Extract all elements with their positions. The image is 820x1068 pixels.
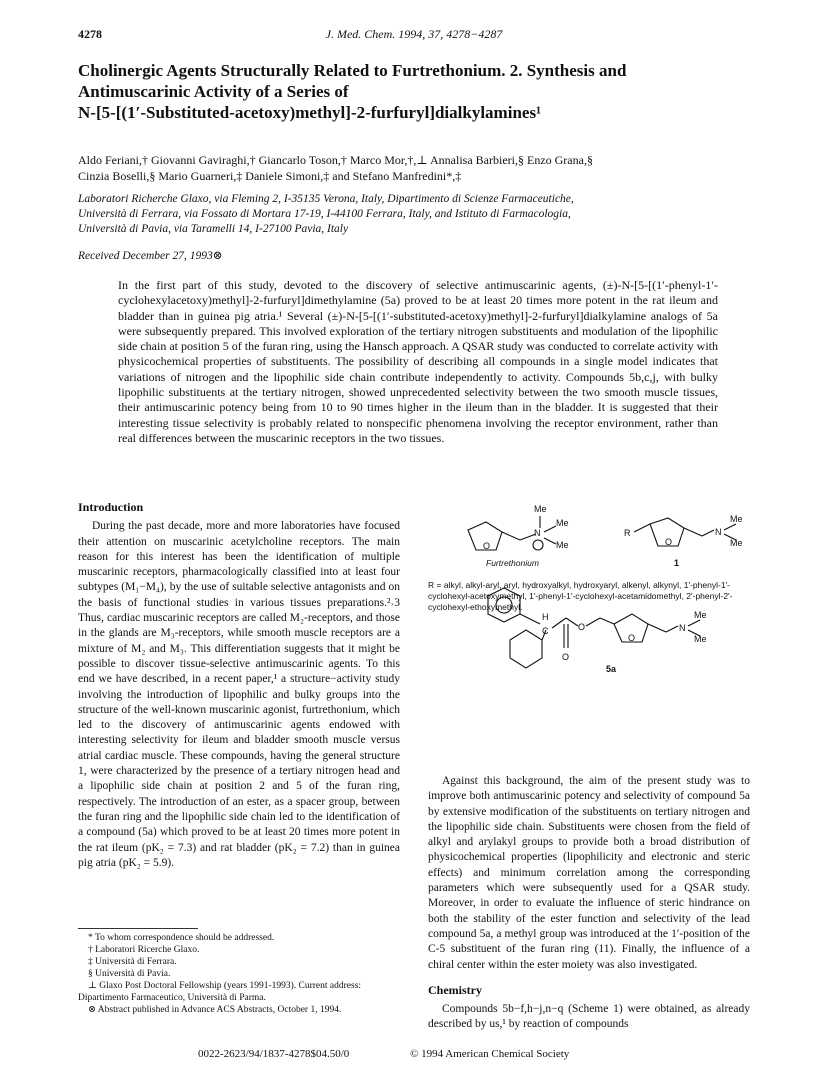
methyl-label-1: Me [534,504,547,514]
affiliations [78,192,758,237]
right-column-text [428,774,750,1033]
methyl-label-5: Me [730,538,743,548]
footnote: † Laboratori Ricerche Glaxo. [88,945,200,955]
article-title [78,60,758,123]
r-group-definition: R = alkyl, alkyl-aryl, aryl, hydroxyalkyl, hydroxyaryl, alkenyl, alkynyl, 1′-phenyl-1′-cyclohexyl-acetoxymethyl, 1′-phenyl-1′-cyclohexyl-acetamidomethyl, 2′-phenyl-2′-cyclohexyl-ethoxymethyl. [428,580,733,612]
footnote: ⊥ Glaxo Post Doctoral Fellowship (years 1991-1993). Current address: Dipartimento Farmaceutico, Università di Parma. [78,981,362,1003]
quaternary-charge-icon [533,540,543,550]
chemistry-text: Compounds 5b−f,h−j,n−q (Scheme 1) were obtained, as already described by us,¹ by reaction of compounds [428,1003,750,1031]
nitrogen-label-3: N [679,623,686,633]
chemical-structures [428,500,758,770]
cyclohexyl-ring [510,630,542,668]
article-code: 0022-2623/94/1837-4278$04.50/0 [198,1048,350,1060]
carbon-label: C [542,626,549,636]
journal-citation: J. Med. Chem. 1994, 37, 4278−4287 [325,27,503,41]
introduction-heading: Introduction [78,500,144,514]
footnote: § Università di Pavia. [88,969,171,979]
methyl-label-4: Me [730,514,743,524]
methyl-label-6: Me [694,610,707,620]
ester-oxygen: O [578,622,586,632]
affiliation-line-1: Laboratori Richerche Glaxo, via Fleming 2, I-35135 Verona, Italy, Dipartimento di Scienze Farmaceutiche, [78,193,574,205]
page-number: 4278 [78,27,102,41]
title-line-1: Cholinergic Agents Structurally Related to Furtrethonium. 2. Synthesis and [78,61,627,80]
abstract: In the first part of this study, devoted to the discovery of selective antimuscarinic agents, (±)-N-[5-[(1′-phenyl-1′-cyclohexylacetoxy)methyl]-2-furfuryl]dimethylamine (5a) proved to be at least 20 times more potent in the rat ileum and bladder than in guinea pig atria.¹ Several (±)-N-[5-[(1′-substituted-acetoxy)methyl]-2-furfuryl]dialkylamine analogs of 5a were subsequently prepared. This involved exploration of the tertiary nitrogen substituents and modulation of the lipophilic side chain at position 5 of the furan ring, using the Hansch approach. A QSAR study was conducted to correlate activity with physicochemical properties of substituents. The possibility of describing all compounds in a single model indicates that variations of nitrogen and the lipophilic side chain contribute independently to activity. Compounds 5b,c,j, with bulky lipophilic substituents at the tertiary nitrogen, showed unprecedented selectivity between the two smooth muscle tissues, their antimuscarinic potency being from 10 to 90 times higher in the ileum than in the bladder. It is suggested that their interesting tissue selectivity is probably related to nonspecific phenomena involving the receptor environment, rather than real differences between the muscarinic receptors in the two tissues. [118,278,718,445]
authors-line-2: Cinzia Boselli,§ Mario Guarneri,‡ Daniele Simoni,‡ and Stefano Manfredini*,‡ [78,169,462,183]
title-line-3: N-[5-[(1′-Substituted-acetoxy)methyl]-2-furfuryl]dialkylamines¹ [78,103,542,122]
received-date: Received December 27, 1993⊗ [78,250,223,262]
affiliation-line-3: Università di Pavia, via Taramelli 14, I-27100 Pavia, Italy [78,223,349,235]
footnote: ‡ Università di Ferrara. [88,957,177,967]
furtrethonium-label: Furtrethonium [486,558,539,568]
footnote: ⊗ Abstract published in Advance ACS Abstracts, October 1, 1994. [88,1005,342,1015]
introduction-text: During the past decade, more and more laboratories have focused their attention on muscarinic acetylcholine receptors. The main reason for this interest has been the identification of multiple muscarinic receptors, pharmacologically classified into at least four subtypes (M₁−M₄), by the use of suitable selective antagonists and on the basis of functional studies in various tissues preparations.²˒3 Thus, cardiac muscarinic receptors are called M₂-receptors, and those in the glands are M₃-receptors, while smooth muscle receptors are a mixture of M₂ and M₃. This differentiation suggests that it might be possible to discover tissue-selective antimuscarinic agents. To this end we have described, in a recent paper,¹ a structure−activity study involving the introduction of lipophilic and bulky groups into the structure of the well-known muscarinic agonist, furtrethonium, which led to the discovery of antimuscarinic agents endowed with interesting selectivity for ileum and bladder smooth muscle versus atrial cardiac muscle. These compounds, having the general structure 1, were characterized by the presence of a tertiary nitrogen head and a lipophilic side chain at position 2 and 5 of the furan ring, respectively. The introduction of an ester, as a spacer group, between the furan ring and the lipophilic side chain led to the identification of a compound (5a) which proved to be at least 20 times more potent in the rat ileum (pK₂ = 7.3) and rat bladder (pK₂ = 7.2) than in guinea pig atria (pK₂ = 5.9). [78,520,400,869]
author-list [78,152,758,184]
furan-oxygen-2: O [665,537,673,547]
carbonyl-oxygen: O [562,652,570,662]
affiliation-line-2: Università di Ferrara, via Fossato di Mortara 17-19, I-44100 Ferrara, Italy, and Istituto di Farmacologia, [78,208,571,220]
r-group-label: R [624,528,631,538]
title-line-2: Antimuscarinic Activity of a Series of [78,82,349,101]
furan-oxygen-1: O [483,541,491,551]
running-header [78,27,750,43]
footnotes [78,932,400,1016]
nitrogen-label-2: N [715,527,722,537]
footnote-rule [78,928,198,929]
compound-1-label: 1 [674,558,680,568]
copyright: © 1994 American Chemical Society [410,1048,570,1060]
methyl-label-7: Me [694,634,707,644]
chemistry-heading: Chemistry [428,982,482,997]
methyl-label-3: Me [556,540,569,550]
furan-oxygen-3: O [628,633,636,643]
aim-paragraph: Against this background, the aim of the present study was to improve both antimuscarinic potency and selectivity of compound 5a by extensive modification of the substituents on tertiary nitrogen and the lipophilic side chain. Substituents were chosen from the field of alkyl and arylakyl groups to provide both a broad distribution of physicochemical properties (lipophilicity and electronic and steric effects) and minimum correlation among the corresponding parameters which were subsequently used for a QSAR study. Moreover, in order to evaluate the influence of steric hindrance on both the stability of the ester function and selectivity of the lead compound 5a, a methyl group was introduced at the 1′-position of the C-5 substituent of the furan ring (11). Finally, the influence of a chiral center within the ester moiety was also investigated. [428,775,750,971]
nitrogen-label-1: N [534,528,541,538]
methyl-label-2: Me [556,518,569,528]
hydrogen-label: H [542,612,549,622]
authors-line-1: Aldo Feriani,† Giovanni Gaviraghi,† Giancarlo Toson,† Marco Mor,†,⊥ Annalisa Barbieri,§ Enzo Grana,§ [78,153,593,167]
footnote: * To whom correspondence should be addressed. [88,933,275,943]
introduction-section [78,500,400,871]
structures-drawing [428,500,758,770]
compound-5a-label: 5a [606,664,617,674]
